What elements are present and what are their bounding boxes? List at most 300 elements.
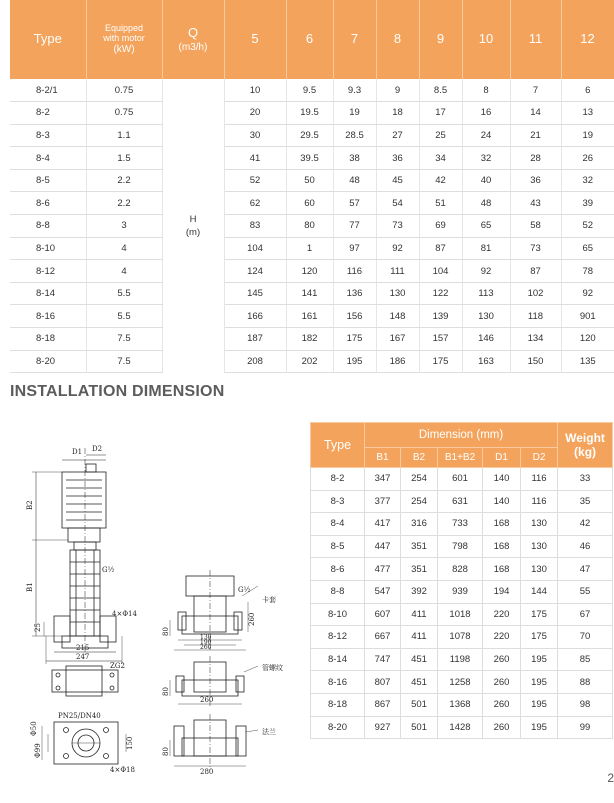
cell-type: 8-12 bbox=[10, 260, 86, 283]
dim-cell-type: 8-16 bbox=[311, 671, 365, 694]
cell-type: 8-8 bbox=[10, 215, 86, 238]
label-b2: B2 bbox=[26, 500, 34, 510]
dim-cell-value: 195 bbox=[521, 716, 558, 739]
header-flow: 12 bbox=[561, 0, 614, 79]
header-flow: 10 bbox=[462, 0, 510, 79]
dim-cell-value: 35 bbox=[558, 490, 613, 513]
label-thread-cn: 管螺纹 bbox=[262, 664, 283, 672]
dim-cell-value: 501 bbox=[401, 693, 438, 716]
dim-cell-value: 140 bbox=[483, 468, 521, 491]
dim-cell-value: 260 bbox=[483, 671, 521, 694]
cell-head: 139 bbox=[419, 305, 462, 328]
label-zg2: ZG2 bbox=[110, 662, 125, 670]
dim-cell-type: 8-14 bbox=[311, 648, 365, 671]
header-q-unit: (m3/h) bbox=[178, 41, 208, 53]
cell-motor: 5.5 bbox=[86, 305, 162, 328]
dim-cell-value: 607 bbox=[365, 603, 401, 626]
dim-cell-value: 447 bbox=[365, 535, 401, 558]
dimension-row bbox=[311, 513, 613, 536]
dimension-row bbox=[311, 671, 613, 694]
label-150: 150 bbox=[126, 736, 134, 750]
cell-type: 8-10 bbox=[10, 237, 86, 260]
cell-head: 157 bbox=[419, 328, 462, 351]
cell-head: 124 bbox=[224, 260, 286, 283]
dim-cell-type: 8-10 bbox=[311, 603, 365, 626]
dimension-row bbox=[311, 535, 613, 558]
dim-cell-value: 98 bbox=[558, 693, 613, 716]
dimension-header-row bbox=[311, 423, 613, 448]
cell-head: 97 bbox=[333, 237, 376, 260]
label-247: 247 bbox=[76, 653, 90, 661]
cell-head: 80 bbox=[286, 215, 333, 238]
label-g-right: G½ bbox=[238, 586, 251, 594]
performance-row bbox=[10, 147, 614, 170]
cell-head: 26 bbox=[561, 147, 614, 170]
dim-cell-type: 8-8 bbox=[311, 580, 365, 603]
cell-head: 45 bbox=[376, 169, 419, 192]
cell-head: 120 bbox=[286, 260, 333, 283]
cell-head: 60 bbox=[286, 192, 333, 215]
cell-motor: 0.75 bbox=[86, 102, 162, 125]
dim-cell-value: 601 bbox=[438, 468, 483, 491]
label-80: 80 bbox=[162, 627, 170, 636]
performance-row bbox=[10, 169, 614, 192]
cell-head: 1 bbox=[286, 237, 333, 260]
dimension-row bbox=[311, 603, 613, 626]
dim-header-col: B1 bbox=[365, 448, 401, 468]
dim-cell-value: 377 bbox=[365, 490, 401, 513]
dim-cell-value: 260 bbox=[483, 648, 521, 671]
label-clamp-cn: 卡套 bbox=[262, 596, 276, 604]
label-80b: 80 bbox=[162, 687, 170, 696]
dim-cell-value: 116 bbox=[521, 490, 558, 513]
cell-head: 51 bbox=[419, 192, 462, 215]
dim-cell-value: 116 bbox=[521, 468, 558, 491]
cell-type: 8-2 bbox=[10, 102, 86, 125]
cell-head: 9 bbox=[376, 79, 419, 102]
h-unit: (m) bbox=[185, 226, 201, 238]
cell-head: 65 bbox=[462, 215, 510, 238]
cell-head: 208 bbox=[224, 350, 286, 373]
dimension-row bbox=[311, 648, 613, 671]
cell-head: 161 bbox=[286, 305, 333, 328]
dimension-row bbox=[311, 580, 613, 603]
cell-head: 187 bbox=[224, 328, 286, 351]
dim-cell-value: 547 bbox=[365, 580, 401, 603]
label-phi99: Φ99 bbox=[34, 743, 42, 758]
dim-cell-value: 55 bbox=[558, 580, 613, 603]
cell-head: 104 bbox=[419, 260, 462, 283]
cell-head: 141 bbox=[286, 282, 333, 305]
dim-cell-value: 195 bbox=[521, 648, 558, 671]
performance-header-row bbox=[10, 0, 614, 79]
dim-cell-value: 747 bbox=[365, 648, 401, 671]
label-260-v: 260 bbox=[248, 612, 256, 626]
dim-cell-type: 8-4 bbox=[311, 513, 365, 536]
label-b1: B1 bbox=[26, 582, 34, 592]
dim-cell-value: 1078 bbox=[438, 626, 483, 649]
header-motor-line1: Equipped bbox=[104, 22, 144, 33]
dim-cell-value: 168 bbox=[483, 535, 521, 558]
cell-head: 148 bbox=[376, 305, 419, 328]
header-type: Type bbox=[10, 0, 86, 79]
dim-cell-value: 1368 bbox=[438, 693, 483, 716]
dim-cell-value: 254 bbox=[401, 490, 438, 513]
header-flow: 6 bbox=[286, 0, 333, 79]
cell-type: 8-18 bbox=[10, 328, 86, 351]
page-number: 2 bbox=[607, 771, 614, 785]
cell-head: 36 bbox=[510, 169, 561, 192]
header-q bbox=[162, 0, 224, 79]
label-d1: D1 bbox=[72, 448, 83, 456]
cell-head: 150 bbox=[510, 350, 561, 373]
label-g: G½ bbox=[102, 566, 115, 574]
dim-cell-value: 733 bbox=[438, 513, 483, 536]
dim-header-col: B1+B2 bbox=[438, 448, 483, 468]
dim-cell-value: 254 bbox=[401, 468, 438, 491]
dim-cell-value: 927 bbox=[365, 716, 401, 739]
dim-cell-value: 807 bbox=[365, 671, 401, 694]
cell-head: 92 bbox=[561, 282, 614, 305]
cell-head: 27 bbox=[376, 124, 419, 147]
cell-head: 41 bbox=[224, 147, 286, 170]
cell-head: 48 bbox=[333, 169, 376, 192]
cell-motor: 2.2 bbox=[86, 192, 162, 215]
cell-head: 195 bbox=[333, 350, 376, 373]
cell-motor: 2.2 bbox=[86, 169, 162, 192]
cell-motor: 0.75 bbox=[86, 79, 162, 102]
dim-header-col: B2 bbox=[401, 448, 438, 468]
dim-cell-value: 316 bbox=[401, 513, 438, 536]
cell-motor: 4 bbox=[86, 260, 162, 283]
cell-head: 92 bbox=[376, 237, 419, 260]
cell-head: 30 bbox=[224, 124, 286, 147]
cell-motor: 1.1 bbox=[86, 124, 162, 147]
dim-header-weight-unit: (kg) bbox=[574, 445, 597, 459]
header-motor-unit: (kW) bbox=[113, 44, 135, 56]
dim-cell-value: 347 bbox=[365, 468, 401, 491]
label-80c: 80 bbox=[162, 747, 170, 756]
cell-motor: 4 bbox=[86, 237, 162, 260]
performance-body bbox=[10, 79, 614, 373]
dimension-row bbox=[311, 490, 613, 513]
dim-cell-value: 88 bbox=[558, 671, 613, 694]
cell-head: 39 bbox=[561, 192, 614, 215]
dim-cell-value: 85 bbox=[558, 648, 613, 671]
label-d2: D2 bbox=[92, 445, 103, 453]
performance-row bbox=[10, 124, 614, 147]
dim-header-group: Dimension (mm) bbox=[365, 423, 558, 448]
cell-head: 19.5 bbox=[286, 102, 333, 125]
label-280: 280 bbox=[200, 768, 214, 776]
performance-row bbox=[10, 305, 614, 328]
cell-head: 10 bbox=[224, 79, 286, 102]
dim-cell-type: 8-6 bbox=[311, 558, 365, 581]
header-motor-line2: with motor bbox=[103, 32, 145, 43]
cell-head: 20 bbox=[224, 102, 286, 125]
dim-cell-type: 8-2 bbox=[311, 468, 365, 491]
dim-cell-value: 195 bbox=[521, 671, 558, 694]
dim-cell-value: 867 bbox=[365, 693, 401, 716]
cell-head: 36 bbox=[376, 147, 419, 170]
dim-cell-value: 195 bbox=[521, 693, 558, 716]
cell-head: 73 bbox=[376, 215, 419, 238]
dimension-row bbox=[311, 558, 613, 581]
dim-cell-value: 1018 bbox=[438, 603, 483, 626]
dim-cell-value: 501 bbox=[401, 716, 438, 739]
cell-h-label bbox=[162, 79, 224, 373]
performance-row bbox=[10, 350, 614, 373]
cell-head: 122 bbox=[419, 282, 462, 305]
cell-type: 8-16 bbox=[10, 305, 86, 328]
dim-cell-value: 144 bbox=[521, 580, 558, 603]
dim-cell-value: 411 bbox=[401, 603, 438, 626]
cell-head: 28.5 bbox=[333, 124, 376, 147]
cell-head: 19 bbox=[333, 102, 376, 125]
cell-head: 19 bbox=[561, 124, 614, 147]
cell-head: 25 bbox=[419, 124, 462, 147]
cell-head: 130 bbox=[462, 305, 510, 328]
dim-cell-value: 67 bbox=[558, 603, 613, 626]
dim-cell-value: 451 bbox=[401, 648, 438, 671]
cell-head: 34 bbox=[419, 147, 462, 170]
dim-cell-value: 667 bbox=[365, 626, 401, 649]
header-flow: 8 bbox=[376, 0, 419, 79]
performance-row bbox=[10, 192, 614, 215]
cell-head: 130 bbox=[376, 282, 419, 305]
header-q-label: Q bbox=[187, 25, 199, 41]
label-190: 190 bbox=[200, 639, 212, 646]
label-flange: PN25/DN40 bbox=[58, 712, 101, 720]
cell-head: 202 bbox=[286, 350, 333, 373]
cell-head: 24 bbox=[462, 124, 510, 147]
cell-head: 40 bbox=[462, 169, 510, 192]
performance-row bbox=[10, 237, 614, 260]
cell-head: 81 bbox=[462, 237, 510, 260]
cell-head: 32 bbox=[462, 147, 510, 170]
dim-cell-value: 42 bbox=[558, 513, 613, 536]
cell-head: 14 bbox=[510, 102, 561, 125]
cell-head: 901 bbox=[561, 305, 614, 328]
cell-head: 32 bbox=[561, 169, 614, 192]
dim-cell-value: 168 bbox=[483, 513, 521, 536]
performance-row bbox=[10, 260, 614, 283]
cell-head: 136 bbox=[333, 282, 376, 305]
cell-head: 111 bbox=[376, 260, 419, 283]
dim-cell-value: 130 bbox=[521, 535, 558, 558]
dim-cell-value: 631 bbox=[438, 490, 483, 513]
cell-motor: 7.5 bbox=[86, 328, 162, 351]
label-phi18: 4×Φ18 bbox=[110, 766, 135, 774]
cell-head: 135 bbox=[561, 350, 614, 373]
cell-head: 8 bbox=[462, 79, 510, 102]
dim-cell-type: 8-18 bbox=[311, 693, 365, 716]
dim-cell-value: 220 bbox=[483, 603, 521, 626]
cell-head: 65 bbox=[561, 237, 614, 260]
dim-header-weight-label: Weight bbox=[565, 431, 605, 445]
performance-row bbox=[10, 79, 614, 102]
performance-row bbox=[10, 282, 614, 305]
dim-cell-value: 47 bbox=[558, 558, 613, 581]
dim-header-weight bbox=[558, 423, 613, 468]
cell-head: 87 bbox=[510, 260, 561, 283]
cell-head: 182 bbox=[286, 328, 333, 351]
dim-cell-value: 175 bbox=[521, 603, 558, 626]
dim-cell-type: 8-20 bbox=[311, 716, 365, 739]
header-flow: 5 bbox=[224, 0, 286, 79]
cell-head: 69 bbox=[419, 215, 462, 238]
dim-cell-value: 33 bbox=[558, 468, 613, 491]
dim-cell-value: 168 bbox=[483, 558, 521, 581]
h-label: H bbox=[189, 213, 197, 225]
cell-head: 120 bbox=[561, 328, 614, 351]
header-motor bbox=[86, 0, 162, 79]
cell-type: 8-4 bbox=[10, 147, 86, 170]
dim-cell-value: 175 bbox=[521, 626, 558, 649]
cell-head: 146 bbox=[462, 328, 510, 351]
header-flow: 7 bbox=[333, 0, 376, 79]
cell-type: 8-14 bbox=[10, 282, 86, 305]
dim-header-col: D1 bbox=[483, 448, 521, 468]
dim-cell-value: 1198 bbox=[438, 648, 483, 671]
label-holes: 4×Φ14 bbox=[112, 610, 137, 618]
cell-head: 48 bbox=[462, 192, 510, 215]
dim-cell-type: 8-12 bbox=[311, 626, 365, 649]
label-25: 25 bbox=[34, 623, 42, 632]
cell-head: 175 bbox=[333, 328, 376, 351]
cell-head: 50 bbox=[286, 169, 333, 192]
cell-head: 7 bbox=[510, 79, 561, 102]
header-flow: 11 bbox=[510, 0, 561, 79]
cell-motor: 5.5 bbox=[86, 282, 162, 305]
cell-head: 16 bbox=[462, 102, 510, 125]
cell-head: 167 bbox=[376, 328, 419, 351]
cell-head: 118 bbox=[510, 305, 561, 328]
label-260: 260 bbox=[200, 644, 212, 651]
cell-motor: 3 bbox=[86, 215, 162, 238]
dimension-row bbox=[311, 626, 613, 649]
header-flow: 9 bbox=[419, 0, 462, 79]
cell-motor: 7.5 bbox=[86, 350, 162, 373]
dim-cell-value: 1428 bbox=[438, 716, 483, 739]
cell-head: 92 bbox=[462, 260, 510, 283]
cell-head: 78 bbox=[561, 260, 614, 283]
cell-head: 134 bbox=[510, 328, 561, 351]
cell-head: 39.5 bbox=[286, 147, 333, 170]
cell-motor: 1.5 bbox=[86, 147, 162, 170]
dim-cell-value: 351 bbox=[401, 535, 438, 558]
dim-cell-value: 392 bbox=[401, 580, 438, 603]
cell-head: 54 bbox=[376, 192, 419, 215]
dimension-table bbox=[310, 422, 613, 739]
dim-cell-value: 1258 bbox=[438, 671, 483, 694]
cell-head: 175 bbox=[419, 350, 462, 373]
cell-head: 145 bbox=[224, 282, 286, 305]
dim-header-type: Type bbox=[311, 423, 365, 468]
dimension-row bbox=[311, 716, 613, 739]
cell-head: 113 bbox=[462, 282, 510, 305]
dim-cell-value: 194 bbox=[483, 580, 521, 603]
cell-head: 163 bbox=[462, 350, 510, 373]
installation-drawing bbox=[14, 440, 304, 780]
cell-head: 116 bbox=[333, 260, 376, 283]
dimension-row bbox=[311, 468, 613, 491]
dim-cell-value: 220 bbox=[483, 626, 521, 649]
dim-cell-value: 828 bbox=[438, 558, 483, 581]
dim-cell-value: 477 bbox=[365, 558, 401, 581]
dimension-row bbox=[311, 693, 613, 716]
dim-cell-value: 260 bbox=[483, 693, 521, 716]
cell-head: 8.5 bbox=[419, 79, 462, 102]
cell-type: 8-6 bbox=[10, 192, 86, 215]
cell-head: 21 bbox=[510, 124, 561, 147]
dim-cell-value: 260 bbox=[483, 716, 521, 739]
dim-cell-value: 140 bbox=[483, 490, 521, 513]
cell-head: 62 bbox=[224, 192, 286, 215]
cell-head: 18 bbox=[376, 102, 419, 125]
dim-cell-value: 417 bbox=[365, 513, 401, 536]
cell-head: 29.5 bbox=[286, 124, 333, 147]
cell-head: 186 bbox=[376, 350, 419, 373]
label-flange-cn: 法兰 bbox=[262, 728, 276, 736]
dim-cell-value: 130 bbox=[521, 513, 558, 536]
label-130: 130 bbox=[200, 634, 212, 641]
cell-head: 17 bbox=[419, 102, 462, 125]
cell-head: 58 bbox=[510, 215, 561, 238]
cell-head: 52 bbox=[561, 215, 614, 238]
cell-head: 104 bbox=[224, 237, 286, 260]
dim-cell-value: 798 bbox=[438, 535, 483, 558]
cell-head: 9.3 bbox=[333, 79, 376, 102]
cell-head: 102 bbox=[510, 282, 561, 305]
dimension-body bbox=[311, 468, 613, 739]
performance-table bbox=[10, 0, 614, 373]
dim-header-col: D2 bbox=[521, 448, 558, 468]
performance-row bbox=[10, 328, 614, 351]
cell-head: 13 bbox=[561, 102, 614, 125]
cell-head: 166 bbox=[224, 305, 286, 328]
cell-type: 8-20 bbox=[10, 350, 86, 373]
cell-head: 43 bbox=[510, 192, 561, 215]
dim-cell-value: 99 bbox=[558, 716, 613, 739]
cell-head: 57 bbox=[333, 192, 376, 215]
cell-head: 42 bbox=[419, 169, 462, 192]
label-260b: 260 bbox=[200, 696, 214, 704]
dim-cell-value: 351 bbox=[401, 558, 438, 581]
performance-row bbox=[10, 215, 614, 238]
cell-head: 52 bbox=[224, 169, 286, 192]
dim-cell-value: 70 bbox=[558, 626, 613, 649]
cell-head: 77 bbox=[333, 215, 376, 238]
dim-cell-value: 451 bbox=[401, 671, 438, 694]
cell-head: 83 bbox=[224, 215, 286, 238]
cell-head: 87 bbox=[419, 237, 462, 260]
label-phi50: Φ50 bbox=[30, 721, 38, 736]
dim-cell-value: 411 bbox=[401, 626, 438, 649]
section-title: INSTALLATION DIMENSION bbox=[10, 383, 225, 400]
label-215: 215 bbox=[76, 644, 90, 652]
dim-cell-type: 8-3 bbox=[311, 490, 365, 513]
cell-head: 28 bbox=[510, 147, 561, 170]
cell-head: 73 bbox=[510, 237, 561, 260]
dim-cell-type: 8-5 bbox=[311, 535, 365, 558]
cell-head: 9.5 bbox=[286, 79, 333, 102]
cell-type: 8-3 bbox=[10, 124, 86, 147]
cell-head: 38 bbox=[333, 147, 376, 170]
dim-cell-value: 939 bbox=[438, 580, 483, 603]
cell-head: 156 bbox=[333, 305, 376, 328]
performance-row bbox=[10, 102, 614, 125]
